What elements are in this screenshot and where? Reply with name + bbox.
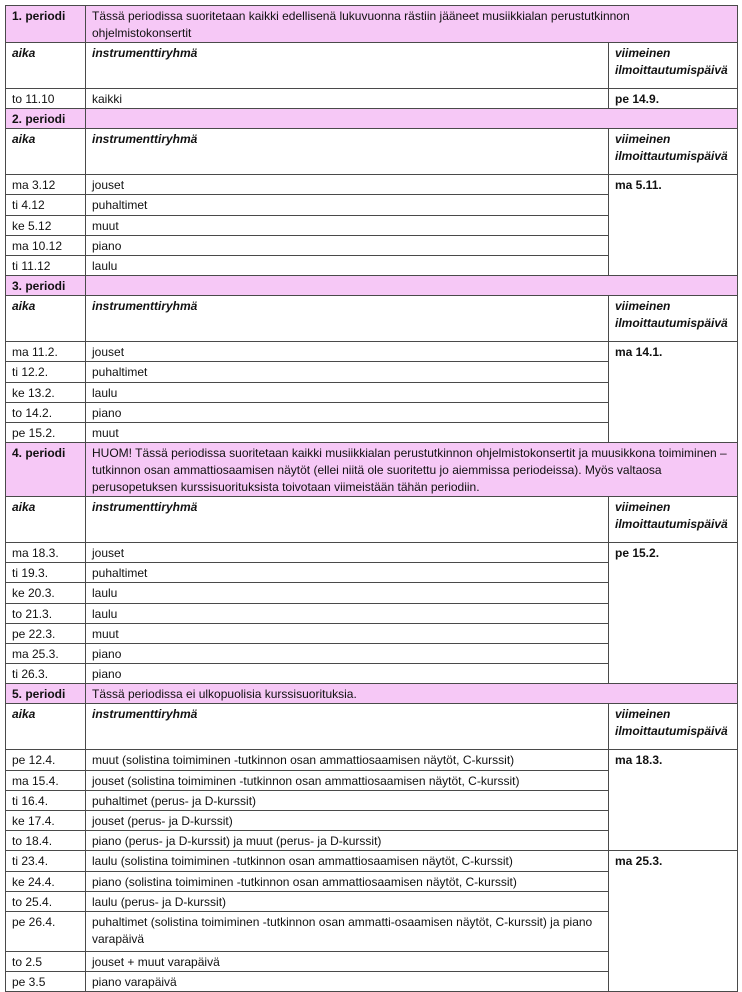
period-title: 5. periodi (6, 684, 86, 704)
instrument-group-cell: piano (86, 235, 609, 255)
instrument-group-cell: piano (86, 664, 609, 684)
date-cell: ma 18.3. (6, 543, 86, 563)
instrument-group-cell: muut (86, 623, 609, 643)
instrument-group-cell: jouset (solistina toimiminen -tutkinnon osan ammattiosaamisen näytöt, C-kurssit) (86, 770, 609, 790)
instrument-group-cell: piano (solistina toimiminen -tutkinnon osan ammattiosaamisen näytöt, C-kurssit) (86, 871, 609, 891)
instrument-group-cell: muut (86, 215, 609, 235)
instrument-group-cell: jouset (86, 342, 609, 362)
header-instrumenttiryhma: instrumenttiryhmä (86, 296, 609, 342)
header-aika: aika (6, 497, 86, 543)
deadline-cell: pe 14.9. (609, 89, 738, 109)
date-cell: ti 12.2. (6, 362, 86, 382)
header-aika: aika (6, 43, 86, 89)
schedule-row (6, 175, 738, 195)
date-cell: ma 25.3. (6, 644, 86, 664)
schedule-row (6, 342, 738, 362)
instrument-group-cell: kaikki (86, 89, 609, 109)
column-header-row (6, 129, 738, 175)
date-cell: to 25.4. (6, 891, 86, 911)
date-cell: to 2.5 (6, 951, 86, 971)
header-aika: aika (6, 129, 86, 175)
period-row (6, 684, 738, 704)
instrument-group-cell: piano (86, 402, 609, 422)
header-deadline: viimeinen ilmoittautumispäivä (609, 296, 738, 342)
instrument-group-cell: jouset (86, 543, 609, 563)
date-cell: ti 23.4. (6, 851, 86, 871)
period-row (6, 109, 738, 129)
instrument-group-cell: laulu (perus- ja D-kurssit) (86, 891, 609, 911)
instrument-group-cell: jouset (perus- ja D-kurssit) (86, 810, 609, 830)
header-instrumenttiryhma: instrumenttiryhmä (86, 704, 609, 750)
header-instrumenttiryhma: instrumenttiryhmä (86, 497, 609, 543)
period-row (6, 6, 738, 43)
period-title: 4. periodi (6, 443, 86, 497)
instrument-group-cell: puhaltimet (perus- ja D-kurssit) (86, 790, 609, 810)
column-header-row (6, 704, 738, 750)
deadline-cell: ma 5.11. (609, 175, 738, 276)
schedule-row (6, 851, 738, 871)
instrument-group-cell: laulu (86, 583, 609, 603)
date-cell: ke 13.2. (6, 382, 86, 402)
header-aika: aika (6, 296, 86, 342)
schedule-row (6, 750, 738, 770)
schedule-row (6, 89, 738, 109)
instrument-group-cell: piano varapäivä (86, 972, 609, 992)
deadline-cell: ma 18.3. (609, 750, 738, 851)
period-description: Tässä periodissa ei ulkopuolisia kurssisuorituksia. (86, 684, 738, 704)
date-cell: ma 3.12 (6, 175, 86, 195)
date-cell: to 11.10 (6, 89, 86, 109)
date-cell: ma 10.12 (6, 235, 86, 255)
schedule-row (6, 543, 738, 563)
instrument-group-cell: laulu (solistina toimiminen -tutkinnon osan ammattiosaamisen näytöt, C-kurssit) (86, 851, 609, 871)
deadline-cell: ma 25.3. (609, 851, 738, 992)
date-cell: ke 5.12 (6, 215, 86, 235)
header-instrumenttiryhma: instrumenttiryhmä (86, 43, 609, 89)
instrument-group-cell: jouset (86, 175, 609, 195)
column-header-row (6, 43, 738, 89)
period-description: HUOM! Tässä periodissa suoritetaan kaikki musiikkialan perustutkinnon ohjelmistokonsertit ja muusikkona toimiminen – tutkinnon osan ammattiosaamisen näytöt (ellei niitä ole suoritettu jo aiemmissa periodeissa). Myös valtaosa perusopetuksen kurssisuorituksista toivotaan viimeistään tähän periodiin. (86, 443, 738, 497)
date-cell: ti 26.3. (6, 664, 86, 684)
date-cell: to 14.2. (6, 402, 86, 422)
instrument-group-cell: muut (86, 422, 609, 442)
instrument-group-cell: piano (86, 644, 609, 664)
period-description: Tässä periodissa suoritetaan kaikki edellisenä lukuvuonna rästiin jääneet musiikkialan perustutkinnon ohjelmistokonsertit (86, 6, 738, 43)
date-cell: ma 15.4. (6, 770, 86, 790)
date-cell: pe 3.5 (6, 972, 86, 992)
period-title: 2. periodi (6, 109, 86, 129)
date-cell: pe 22.3. (6, 623, 86, 643)
schedule-table (5, 5, 738, 992)
period-row (6, 276, 738, 296)
date-cell: ke 17.4. (6, 810, 86, 830)
instrument-group-cell: laulu (86, 255, 609, 275)
period-description (86, 276, 738, 296)
period-row (6, 443, 738, 497)
date-cell: pe 26.4. (6, 911, 86, 951)
date-cell: ti 4.12 (6, 195, 86, 215)
instrument-group-cell: muut (solistina toimiminen -tutkinnon osan ammattiosaamisen näytöt, C-kurssit) (86, 750, 609, 770)
date-cell: ke 24.4. (6, 871, 86, 891)
header-deadline: viimeinen ilmoittautumispäivä (609, 704, 738, 750)
period-title: 1. periodi (6, 6, 86, 43)
instrument-group-cell: laulu (86, 603, 609, 623)
date-cell: ti 11.12 (6, 255, 86, 275)
deadline-cell: ma 14.1. (609, 342, 738, 443)
header-instrumenttiryhma: instrumenttiryhmä (86, 129, 609, 175)
deadline-cell: pe 15.2. (609, 543, 738, 684)
instrument-group-cell: puhaltimet (86, 195, 609, 215)
header-deadline: viimeinen ilmoittautumispäivä (609, 43, 738, 89)
date-cell: ti 16.4. (6, 790, 86, 810)
header-aika: aika (6, 704, 86, 750)
instrument-group-cell: puhaltimet (86, 563, 609, 583)
date-cell: pe 12.4. (6, 750, 86, 770)
period-description (86, 109, 738, 129)
header-deadline: viimeinen ilmoittautumispäivä (609, 129, 738, 175)
instrument-group-cell: piano (perus- ja D-kurssit) ja muut (perus- ja D-kurssit) (86, 831, 609, 851)
date-cell: to 21.3. (6, 603, 86, 623)
header-deadline: viimeinen ilmoittautumispäivä (609, 497, 738, 543)
instrument-group-cell: puhaltimet (solistina toimiminen -tutkinnon osan ammatti-osaamisen näytöt, C-kurssit) ja piano varapäivä (86, 911, 609, 951)
column-header-row (6, 497, 738, 543)
date-cell: ma 11.2. (6, 342, 86, 362)
column-header-row (6, 296, 738, 342)
instrument-group-cell: laulu (86, 382, 609, 402)
date-cell: pe 15.2. (6, 422, 86, 442)
date-cell: to 18.4. (6, 831, 86, 851)
instrument-group-cell: puhaltimet (86, 362, 609, 382)
date-cell: ti 19.3. (6, 563, 86, 583)
instrument-group-cell: jouset + muut varapäivä (86, 951, 609, 971)
date-cell: ke 20.3. (6, 583, 86, 603)
period-title: 3. periodi (6, 276, 86, 296)
